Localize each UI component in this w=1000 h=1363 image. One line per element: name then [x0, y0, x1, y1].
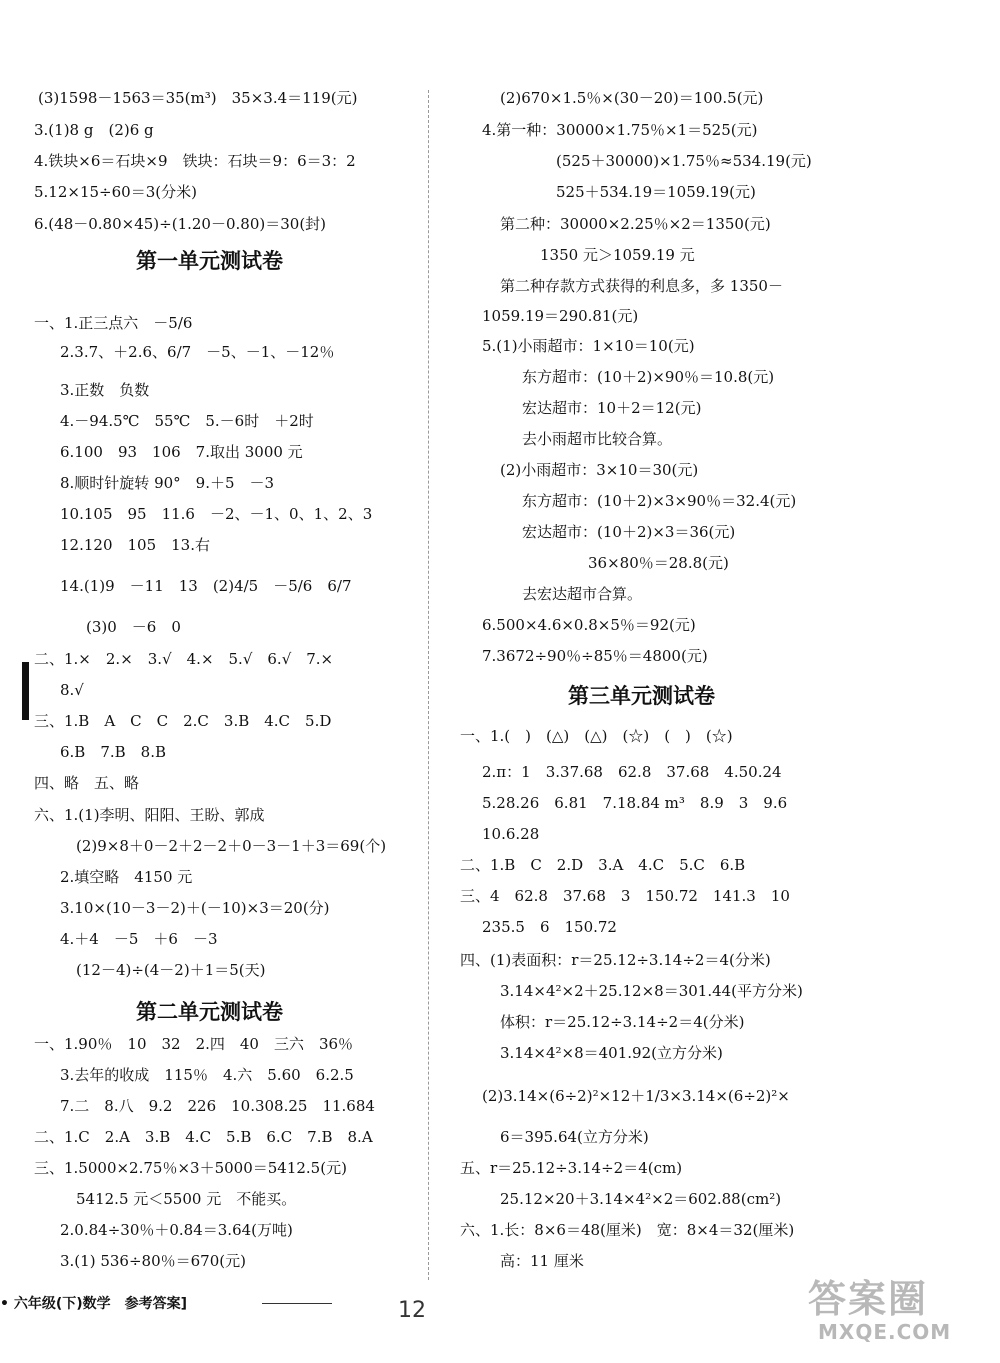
answer-line: 3.14×4²×8＝401.92(立方分米)	[500, 1044, 723, 1062]
answer-line: 宏达超市：10＋2＝12(元)	[522, 399, 702, 417]
answer-line: 10.6.28	[482, 825, 540, 843]
answer-line: (525＋30000)×1.75％≈534.19(元)	[556, 152, 812, 170]
page-number: 12	[398, 1298, 426, 1323]
answer-line: 4.铁块×6＝石块×9 铁块：石块＝9：6＝3：2	[34, 152, 356, 170]
answer-line: 东方超市：(10＋2)×3×90％＝32.4(元)	[522, 492, 797, 510]
answer-line: 宏达超市：(10＋2)×3＝36(元)	[522, 523, 736, 541]
answer-line: 3.(1) 536÷80％＝670(元)	[60, 1252, 246, 1270]
answer-line: 14.(1)9 －11 13 (2)4/5 －5/6 6/7	[60, 577, 352, 595]
answer-line: 525＋534.19＝1059.19(元)	[556, 183, 756, 201]
answer-line: 东方超市：(10＋2)×90％＝10.8(元)	[522, 368, 775, 386]
answer-line: 5.12×15÷60＝3(分米)	[34, 183, 197, 201]
answer-line: 3.(1)8 g (2)6 g	[34, 121, 154, 139]
answer-line: 一、1.90％ 10 32 2.四 40 三六 36％	[34, 1035, 354, 1053]
answer-line: 4.－94.5℃ 55℃ 5.－6时 ＋2时	[60, 412, 314, 430]
footer-rule	[262, 1303, 332, 1304]
answer-line: 8.√	[60, 681, 84, 699]
answer-line: 6＝395.64(立方分米)	[500, 1128, 649, 1146]
answer-line: 第二种存款方式获得的利息多，多 1350－	[500, 277, 783, 295]
answer-line: 2.π：1 3.37.68 62.8 37.68 4.50.24	[482, 763, 782, 781]
answer-line: 1350 元＞1059.19 元	[540, 246, 695, 264]
answer-line: 5.(1)小雨超市：1×10＝10(元)	[482, 337, 695, 355]
answer-line: 10.105 95 11.6 －2、－1、0、1、2、3	[60, 505, 373, 523]
answer-line: 6.B 7.B 8.B	[60, 743, 167, 761]
answer-line: 6.500×4.6×0.8×5％＝92(元)	[482, 616, 696, 634]
answer-line: 3.10×(10－3－2)＋(－10)×3＝20(分)	[60, 899, 330, 917]
answer-line: 三、1.5000×2.75％×3＋5000＝5412.5(元)	[34, 1159, 347, 1177]
footer-label: • 六年级(下)数学 参考答案]	[0, 1296, 188, 1312]
answer-line: 5.28.26 6.81 7.18.84 m³ 8.9 3 9.6	[482, 794, 788, 812]
answer-line: 36×80％＝28.8(元)	[588, 554, 729, 572]
column-divider	[428, 90, 429, 1280]
answer-line: 二、1.C 2.A 3.B 4.C 5.B 6.C 7.B 8.A	[34, 1128, 373, 1146]
answer-line: 四、(1)表面积：r＝25.12÷3.14÷2＝4(分米)	[460, 951, 771, 969]
answer-line: 一、1.正三点六 －5/6	[34, 314, 193, 332]
answer-line: 4.＋4 －5 ＋6 －3	[60, 930, 218, 948]
answer-line: (12－4)÷(4－2)＋1＝5(天)	[76, 961, 266, 979]
answer-line: (2)3.14×(6÷2)²×12＋1/3×3.14×(6÷2)²×	[482, 1087, 790, 1105]
answer-line: (2)9×8＋0－2＋2－2＋0－3－1＋3＝69(个)	[76, 837, 387, 855]
answer-line: 2.0.84÷30％＋0.84＝3.64(万吨)	[60, 1221, 293, 1239]
answer-line: (3)1598－1563＝35(m³) 35×3.4＝119(元)	[38, 89, 358, 107]
answer-line: 1059.19＝290.81(元)	[482, 307, 639, 325]
answer-line: 25.12×20＋3.14×4²×2＝602.88(cm²)	[500, 1190, 782, 1208]
answer-line: 7.3672÷90％÷85％＝4800(元)	[482, 647, 708, 665]
answer-line: 7.二 8.八 9.2 226 10.308.25 11.684	[60, 1097, 375, 1115]
watermark-url: MXQE.COM	[818, 1320, 952, 1344]
answer-line: 6.100 93 106 7.取出 3000 元	[60, 443, 303, 461]
watermark-logo-text: 答案圈	[808, 1277, 929, 1321]
answer-line: 三、4 62.8 37.68 3 150.72 141.3 10	[460, 887, 790, 905]
section-heading: 第二单元测试卷	[136, 1000, 283, 1024]
answer-line: (2)670×1.5％×(30－20)＝100.5(元)	[500, 89, 764, 107]
answer-line: 4.第一种：30000×1.75％×1＝525(元)	[482, 121, 758, 139]
answer-line: 235.5 6 150.72	[482, 918, 617, 936]
answer-line: 8.顺时针旋转 90° 9.＋5 －3	[60, 474, 275, 492]
answer-line: (3)0 －6 0	[86, 618, 181, 636]
answer-line: 高：11 厘米	[500, 1252, 584, 1270]
answer-line: 3.正数 负数	[60, 381, 150, 399]
answer-line: 六、1.长：8×6＝48(厘米) 宽：8×4＝32(厘米)	[460, 1221, 795, 1239]
answer-line: 3.14×4²×2＋25.12×8＝301.44(平方分米)	[500, 982, 803, 1000]
answer-line: 二、1.B C 2.D 3.A 4.C 5.C 6.B	[460, 856, 746, 874]
answer-line: 三、1.B A C C 2.C 3.B 4.C 5.D	[34, 712, 332, 730]
section-heading: 第一单元测试卷	[136, 249, 283, 273]
answer-line: 第二种：30000×2.25％×2＝1350(元)	[500, 215, 771, 233]
answer-line: 体积：r＝25.12÷3.14÷2＝4(分米)	[500, 1013, 745, 1031]
section-heading: 第三单元测试卷	[568, 684, 715, 708]
answer-line: 12.120 105 13.右	[60, 536, 210, 554]
answer-line: 6.(48－0.80×45)÷(1.20－0.80)＝30(封)	[34, 215, 327, 233]
answer-line: 一、1.( ) (△) (△) (☆) ( ) (☆)	[460, 727, 733, 745]
answer-line: 五、r＝25.12÷3.14÷2＝4(cm)	[460, 1159, 683, 1177]
answer-line: 3.去年的收成 115％ 4.六 5.60 6.2.5	[60, 1066, 354, 1084]
answer-line: 六、1.(1)李明、阳阳、王盼、郭成	[34, 806, 265, 824]
answer-line: 二、1.× 2.× 3.√ 4.× 5.√ 6.√ 7.×	[34, 650, 334, 668]
answer-line: 去宏达超市合算。	[522, 585, 643, 603]
answer-line: (2)小雨超市：3×10＝30(元)	[500, 461, 699, 479]
answer-line: 2.3.7、＋2.6、6/7 －5、－1、－12％	[60, 343, 335, 361]
watermark	[808, 1268, 994, 1358]
answer-line: 5412.5 元＜5500 元 不能买。	[76, 1190, 297, 1208]
answer-line: 2.填空略 4150 元	[60, 868, 193, 886]
ink-mark	[22, 662, 29, 720]
answer-line: 四、略 五、略	[34, 774, 140, 792]
answer-line: 去小雨超市比较合算。	[522, 430, 673, 448]
